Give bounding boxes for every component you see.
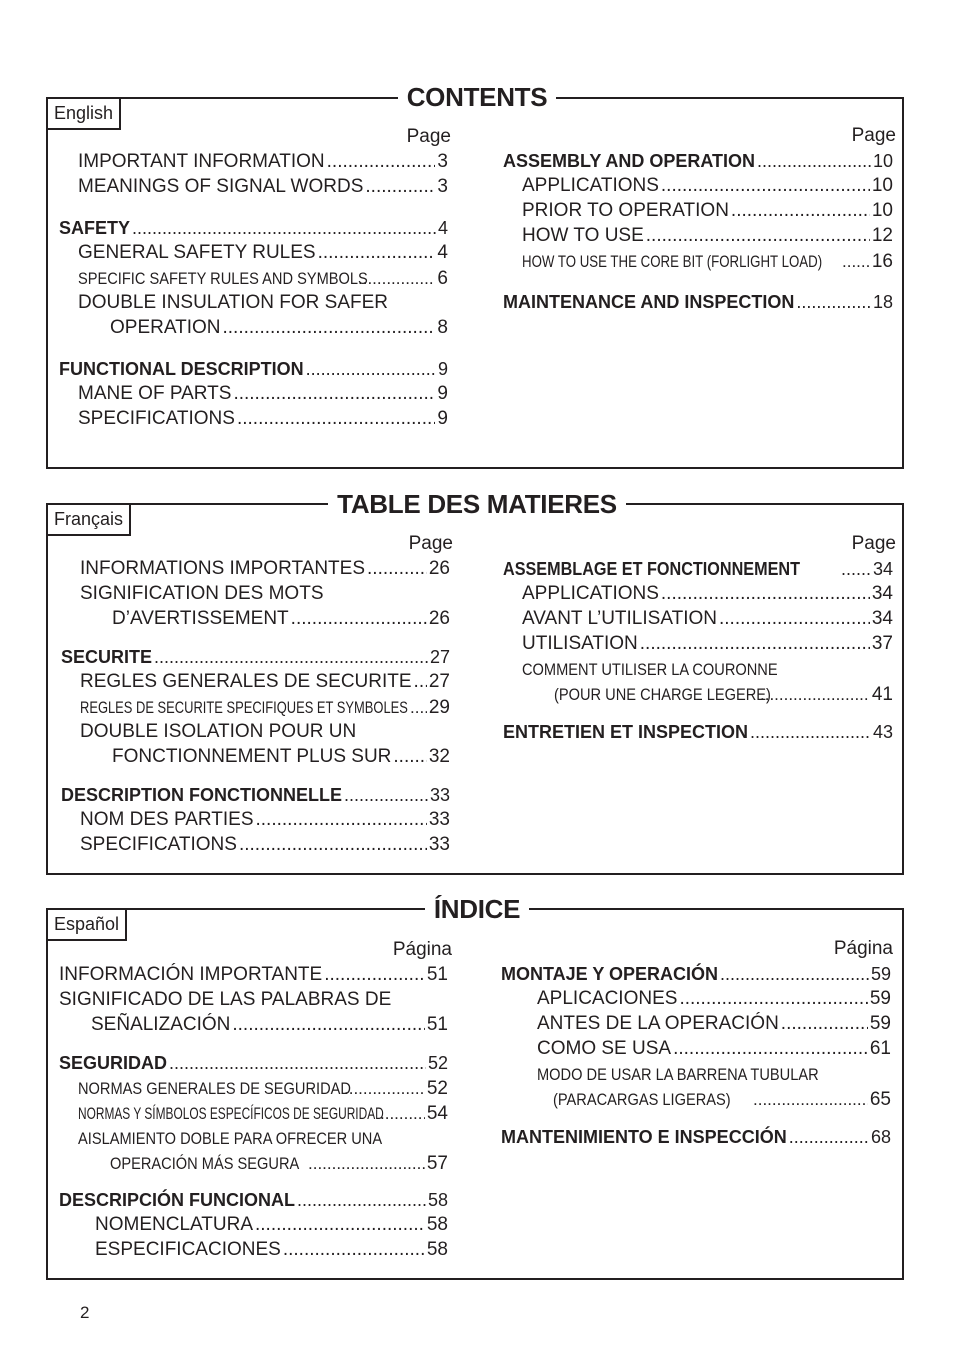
toc-section-entry: SAFETY ..... 4 xyxy=(59,217,448,239)
toc-entry: AISLAMIENTO DOBLE PARA OFRECER UNA xyxy=(78,1129,383,1148)
toc-entry: OPERATION ..... 8 xyxy=(110,317,448,339)
toc-entry: NOMENCLATURA ..... 58 xyxy=(95,1214,448,1236)
toc-entry: ESPECIFICACIONES ..... 58 xyxy=(95,1239,448,1261)
toc-entry: DOUBLE INSULATION FOR SAFER xyxy=(78,292,389,313)
toc-entry: APPLICATIONS ..... 34 xyxy=(522,583,893,605)
toc-entry: SIGNIFICADO DE LAS PALABRAS DE xyxy=(59,989,392,1010)
toc-section-entry: DESCRIPCIÓN FUNCIONAL ..... 58 xyxy=(59,1189,448,1211)
toc-entry: ANTES DE LA OPERACIÓN ..... 59 xyxy=(537,1013,891,1035)
toc-entry: PRIOR TO OPERATION ..... 10 xyxy=(522,200,893,222)
toc-entry: NOM DES PARTIES ..... 33 xyxy=(80,809,450,831)
toc-entry: SPECIFIC SAFETY RULES AND SYMBOLS ..... 6 xyxy=(78,268,448,290)
toc-section-entry: ASSEMBLY AND OPERATION ..... 10 xyxy=(503,150,893,172)
toc-entry: GENERAL SAFETY RULES ..... 4 xyxy=(78,242,448,264)
toc-section-entry: SECURITE ..... 27 xyxy=(61,646,450,668)
toc-entry: MEANINGS OF SIGNAL WORDS ..... 3 xyxy=(78,176,448,198)
toc-entry: MODO DE USAR LA BARRENA TUBULAR xyxy=(537,1065,819,1084)
toc-section-entry: MANTENIMIENTO E INSPECCIÓN ..... 68 xyxy=(501,1126,891,1148)
toc-entry: HOW TO USE ..... 12 xyxy=(522,225,893,247)
toc-section-entry: FUNCTIONAL DESCRIPTION ..... 9 xyxy=(59,358,448,380)
toc-entry: (PARACARGAS LIGERAS) ..... 65 xyxy=(553,1089,891,1111)
toc-entry: DOUBLE ISOLATION POUR UN xyxy=(80,721,357,742)
toc-entry: D’AVERTISSEMENT ..... 26 xyxy=(112,608,450,630)
section-heading-english: CONTENTS xyxy=(0,82,954,112)
toc-entry: REGLES DE SECURITE SPECIFIQUES ET SYMBOLES ..... 29 xyxy=(80,697,450,719)
toc-section-entry: DESCRIPTION FONCTIONNELLE ..... 33 xyxy=(61,784,450,806)
toc-entry: SPECIFICATIONS ..... 33 xyxy=(80,834,450,856)
toc-section-entry: MAINTENANCE AND INSPECTION ..... 18 xyxy=(503,291,893,313)
toc-entry: SPECIFICATIONS ..... 9 xyxy=(78,408,448,430)
toc-entry: COMO SE USA ..... 61 xyxy=(537,1038,891,1060)
page-column-header: Page xyxy=(851,533,896,554)
page-column-header: Page xyxy=(406,126,451,147)
section-heading-spanish: ÍNDICE xyxy=(0,894,954,924)
toc-entry: APPLICATIONS ..... 10 xyxy=(522,175,893,197)
toc-entry: APLICACIONES ..... 59 xyxy=(537,988,891,1010)
toc-entry: NORMAS GENERALES DE SEGURIDAD ..... 52 xyxy=(78,1078,448,1100)
section-heading-french: TABLE DES MATIERES xyxy=(0,489,954,519)
language-tab-french: Français xyxy=(46,503,131,536)
page-number: 2 xyxy=(80,1303,90,1322)
toc-section-entry: ASSEMBLAGE ET FONCTIONNEMENT ..... 34 xyxy=(503,558,893,580)
page-column-header: Page xyxy=(851,125,896,146)
toc-entry: UTILISATION ..... 37 xyxy=(522,633,893,655)
toc-entry: (POUR UNE CHARGE LEGERE) ..... 41 xyxy=(554,684,893,706)
toc-entry: FONCTIONNEMENT PLUS SUR ..... 32 xyxy=(112,746,450,768)
toc-entry: IMPORTANT INFORMATION ..... 3 xyxy=(78,151,448,173)
toc-section-entry: MONTAJE Y OPERACIÓN ..... 59 xyxy=(501,963,891,985)
toc-section-entry: SEGURIDAD ..... 52 xyxy=(59,1052,448,1074)
toc-entry: OPERACIÓN MÁS SEGURA ..... 57 xyxy=(110,1153,448,1175)
toc-entry: COMMENT UTILISER LA COURONNE xyxy=(522,660,778,679)
page-column-header: Página xyxy=(833,938,893,959)
toc-entry: SEÑALIZACIÓN ..... 51 xyxy=(91,1014,448,1036)
toc-entry: SIGNIFICATION DES MOTS xyxy=(80,583,324,604)
toc-entry: NORMAS Y SÍMBOLOS ESPECÍFICOS DE SEGURIDAD ..... 54 xyxy=(78,1103,448,1125)
toc-entry: INFORMATIONS IMPORTANTES ..... 26 xyxy=(80,558,450,580)
toc-section-entry: ENTRETIEN ET INSPECTION ..... 43 xyxy=(503,721,893,743)
toc-entry: INFORMACIÓN IMPORTANTE ..... 51 xyxy=(59,964,448,986)
page-column-header: Page xyxy=(408,533,453,554)
page-column-header: Página xyxy=(392,939,452,960)
language-tab-english: English xyxy=(46,97,121,130)
toc-entry: AVANT L’UTILISATION ..... 34 xyxy=(522,608,893,630)
toc-entry: HOW TO USE THE CORE BIT (FORLIGHT LOAD) ..... 16 xyxy=(522,251,893,273)
toc-entry: MANE OF PARTS ..... 9 xyxy=(78,383,448,405)
toc-entry: REGLES GENERALES DE SECURITE ..... 27 xyxy=(80,671,450,693)
language-tab-spanish: Español xyxy=(46,908,127,941)
